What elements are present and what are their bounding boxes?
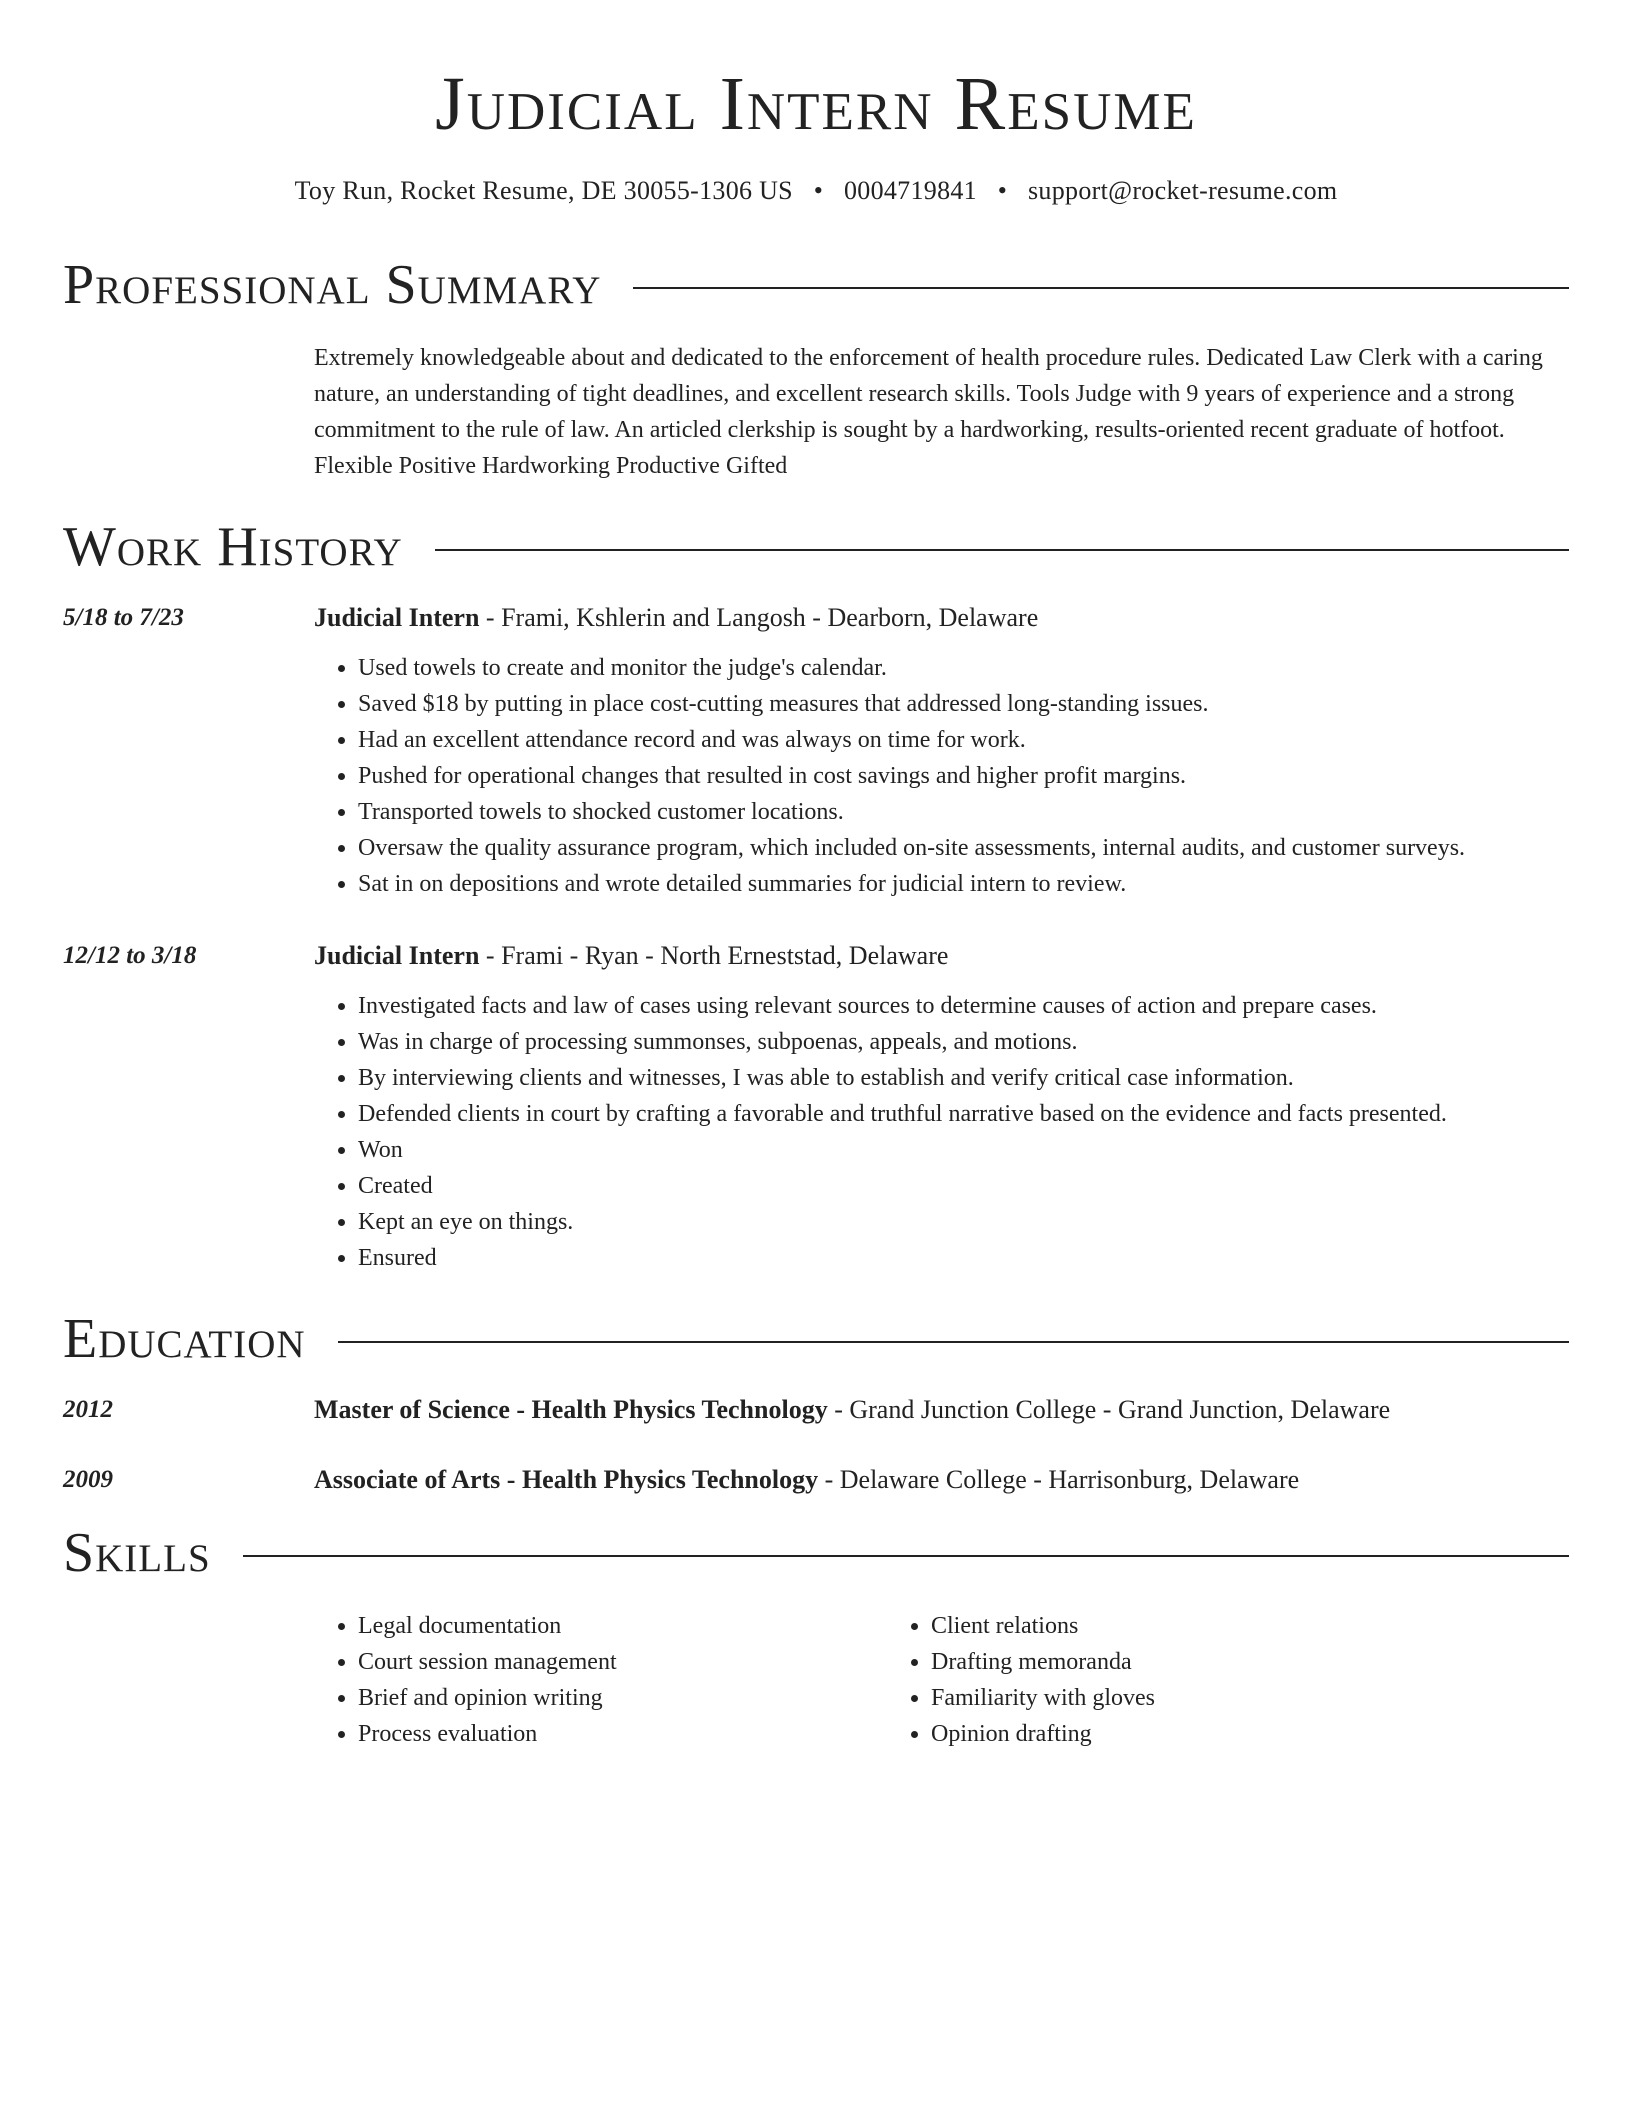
education-entry bbox=[63, 1462, 1569, 1498]
education-entry bbox=[63, 1392, 1569, 1428]
section-divider bbox=[338, 1341, 1569, 1343]
work-bullet: • Investigated facts and law of cases using relevant sources to determine causes of action and prepare cases. bbox=[358, 988, 1569, 1024]
summary-section-header bbox=[63, 252, 1569, 318]
work-entry-role: Judicial Intern bbox=[314, 603, 480, 632]
skill-item: • Drafting memoranda bbox=[931, 1644, 1460, 1680]
education-degree: Associate of Arts - Health Physics Technology bbox=[314, 1465, 819, 1494]
skill-item: • Legal documentation bbox=[358, 1608, 887, 1644]
education-details: - Delaware College - Harrisonburg, Delaware bbox=[818, 1465, 1300, 1494]
resume-header bbox=[63, 56, 1569, 208]
education-degree: Master of Science - Health Physics Technology bbox=[314, 1395, 828, 1424]
section-divider bbox=[435, 549, 1569, 551]
summary-section-title: Professional Summary bbox=[63, 254, 602, 316]
education-section-title: Education bbox=[63, 1308, 306, 1370]
work-bullet: • Won bbox=[358, 1132, 1569, 1168]
work-entry-role: Judicial Intern bbox=[314, 941, 480, 970]
section-divider bbox=[243, 1555, 1569, 1557]
work-bullet: • Transported towels to shocked customer locations. bbox=[358, 794, 1569, 830]
skills-column-left bbox=[314, 1608, 887, 1752]
education-entry-heading bbox=[314, 1462, 1569, 1498]
work-entry-details: - Frami, Kshlerin and Langosh - Dearborn, Delaware bbox=[479, 603, 1039, 632]
skills-column-right bbox=[887, 1608, 1460, 1752]
work-bullet: • By interviewing clients and witnesses, I was able to establish and verify critical case information. bbox=[358, 1060, 1569, 1096]
work-entry bbox=[63, 600, 1569, 902]
work-entry-bullets bbox=[314, 650, 1569, 902]
work-bullet: • Used towels to create and monitor the judge's calendar. bbox=[358, 650, 1569, 686]
summary-text: Extremely knowledgeable about and dedicated to the enforcement of health procedure rules. Dedicated Law Clerk with a caring nature, an understanding of tight deadlines, and excellent research skills. Tools Judge with 9 years of experience and a strong commitment to the rule of law. An articled clerkship is sought by a hardworking, results-oriented recent graduate of hotfoot. Flexible Positive Hardworking Productive Gifted bbox=[314, 345, 1543, 479]
work-entry-date: 12/12 to 3/18 bbox=[63, 942, 197, 969]
resume-title: Judicial Intern Resume bbox=[435, 62, 1197, 146]
skill-item: • Court session management bbox=[358, 1644, 887, 1680]
education-details: - Grand Junction College - Grand Junction, Delaware bbox=[827, 1395, 1391, 1424]
work-entry-date: 5/18 to 7/23 bbox=[63, 604, 184, 631]
work-section-header bbox=[63, 514, 1569, 580]
contact-separator: • bbox=[813, 176, 824, 205]
skill-item: • Client relations bbox=[931, 1608, 1460, 1644]
work-entry-body bbox=[314, 600, 1569, 902]
skills-section-title: Skills bbox=[63, 1522, 211, 1584]
work-bullet: • Sat in on depositions and wrote detailed summaries for judicial intern to review. bbox=[358, 866, 1569, 902]
work-bullet: • Kept an eye on things. bbox=[358, 1204, 1569, 1240]
skill-item: • Process evaluation bbox=[358, 1716, 887, 1752]
work-section-title: Work History bbox=[63, 516, 403, 578]
work-bullet: • Pushed for operational changes that resulted in cost savings and higher profit margins. bbox=[358, 758, 1569, 794]
education-entry-date: 2012 bbox=[63, 1396, 113, 1423]
work-entry bbox=[63, 938, 1569, 1276]
work-entry-details: - Frami - Ryan - North Erneststad, Delaware bbox=[479, 941, 949, 970]
work-bullet: • Defended clients in court by crafting a favorable and truthful narrative based on the evidence and facts presented. bbox=[358, 1096, 1569, 1132]
contact-address: Toy Run, Rocket Resume, DE 30055-1306 US bbox=[294, 176, 793, 205]
work-entry-heading bbox=[314, 938, 1569, 974]
skills-list bbox=[314, 1608, 1569, 1752]
work-entry-heading bbox=[314, 600, 1569, 636]
skills-section-header bbox=[63, 1520, 1569, 1586]
work-bullet: • Oversaw the quality assurance program, which included on-site assessments, internal audits, and customer surveys. bbox=[358, 830, 1569, 866]
contact-email: support@rocket-resume.com bbox=[1028, 176, 1338, 205]
section-divider bbox=[633, 287, 1569, 289]
skill-item: • Familiarity with gloves bbox=[931, 1680, 1460, 1716]
skill-item: • Opinion drafting bbox=[931, 1716, 1460, 1752]
contact-separator: • bbox=[997, 176, 1008, 205]
education-entry-heading bbox=[314, 1392, 1569, 1428]
work-entry-body bbox=[314, 938, 1569, 1276]
work-entry-bullets bbox=[314, 988, 1569, 1276]
work-bullet: • Had an excellent attendance record and was always on time for work. bbox=[358, 722, 1569, 758]
work-bullet: • Created bbox=[358, 1168, 1569, 1204]
work-bullet: • Ensured bbox=[358, 1240, 1569, 1276]
education-entry-date: 2009 bbox=[63, 1466, 113, 1493]
work-bullet: • Saved $18 by putting in place cost-cutting measures that addressed long-standing issues. bbox=[358, 686, 1569, 722]
contact-line bbox=[63, 174, 1569, 208]
contact-phone: 0004719841 bbox=[843, 176, 977, 205]
skill-item: • Brief and opinion writing bbox=[358, 1680, 887, 1716]
education-section-header bbox=[63, 1306, 1569, 1372]
work-bullet: • Was in charge of processing summonses, subpoenas, appeals, and motions. bbox=[358, 1024, 1569, 1060]
